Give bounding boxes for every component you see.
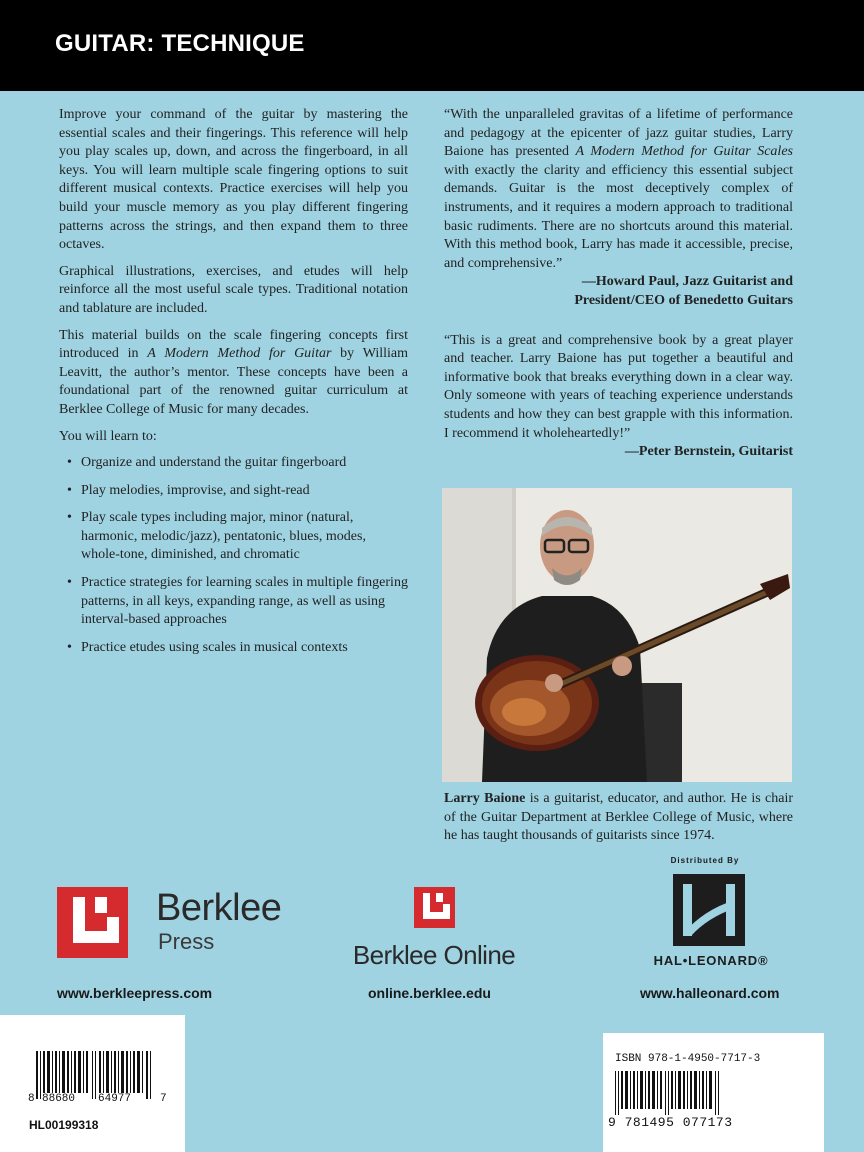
list-item: • Practice etudes using scales in musical contexts: [59, 639, 408, 658]
concepts-paragraph: This material builds on the scale fingering concepts first introduced in A Modern Method for Guitar by William Leavitt, the author’s mentor. These concepts have been a foundational part of the renowned guitar curriculum at Berklee College of Music for many decades.: [59, 327, 409, 417]
berklee-wordmark: Berklee: [156, 887, 282, 929]
upc-digits: 64977: [98, 1093, 132, 1105]
guitarist-illustration: [442, 488, 792, 782]
isbn-digits: 9 781495 077173: [608, 1115, 733, 1130]
description-column: [59, 106, 408, 666]
header-bar: [0, 0, 864, 91]
bullet-icon: •: [67, 482, 72, 498]
hal-leonard-logo-icon: [673, 874, 745, 946]
press-wordmark: Press: [158, 929, 215, 954]
testimonials-column: [444, 106, 793, 462]
attribution-line: President/CEO of Benedetto Guitars: [574, 292, 793, 308]
learn-list: [59, 454, 408, 657]
bullet-icon: •: [67, 639, 72, 655]
list-item: • Play scale types including major, minor (natural, harmonic, melodic/jazz), pentatonic, blues, modes, whole-tone, diminished, and chromatic: [67, 510, 366, 563]
attribution-line: —Peter Bernstein, Guitarist: [624, 444, 793, 460]
bullet-icon: •: [67, 510, 72, 526]
page-title: GUITAR: TECHNIQUE: [55, 30, 305, 57]
illustrations-paragraph: Graphical illustrations, exercises, and etudes will help reinforce all the most useful scale types. Traditional notation and tablature are included.: [59, 263, 408, 316]
attribution-line: —Howard Paul, Jazz Guitarist and: [581, 274, 793, 290]
intro-paragraph: Improve your command of the guitar by mastering the essential scales and their fingerings. This reference will help you play scales up, down, and across the fingerboard, in all keys. You will learn multiple scale fingering options to suit different musical contexts. Practice exercises will help you build your muscle memory as you play different fingering patterns across the strings, and then expand them to three octaves.: [59, 107, 408, 253]
list-item: • Organize and understand the guitar fingerboard: [59, 454, 408, 473]
book-title: A Modern Method for Guitar: [147, 346, 332, 362]
berklee-press-link[interactable]: www.berkleepress.com: [57, 985, 213, 1001]
berklee-online-link[interactable]: online.berklee.edu: [368, 985, 491, 1001]
isbn-barcode: [615, 1071, 721, 1115]
author-name: Larry Baione: [444, 791, 526, 806]
hal-leonard-link[interactable]: www.halleonard.com: [640, 985, 780, 1001]
hal-leonard-item-code: HL00199318: [29, 1118, 99, 1132]
isbn-label: ISBN 978-1-4950-7717-3: [615, 1053, 761, 1065]
list-item: • Play melodies, improvise, and sight-read: [59, 482, 408, 501]
upc-digit: 7: [160, 1093, 167, 1105]
berklee-press-logo-icon: [57, 887, 128, 958]
author-bio: Larry Baione is a guitarist, educator, and author. He is chair of the Guitar Department at Berklee College of Music, where he has taught thousands of guitarists since 1974.: [444, 791, 793, 844]
bullet-icon: •: [67, 575, 72, 591]
upc-digit: 8: [28, 1093, 35, 1105]
list-item: • Practice strategies for learning scales in multiple fingering patterns, in all keys, expanding range, as well as using interval-based approaches: [67, 575, 408, 628]
learn-intro: You will learn to:: [59, 428, 157, 444]
quote-peter-bernstein: “This is a great and comprehensive book by a great player and teacher. Larry Baione has put together a beautiful and informative book that breaks everything down in a clear way. Only someone with years of teaching experience understands students and how they can best grapple with this information. I recommend it wholeheartedly!”: [444, 332, 793, 441]
author-photo: [442, 488, 792, 782]
book-title: A Modern Method for Guitar Scales: [575, 144, 793, 160]
quote-howard-paul: “With the unparalleled gravitas of a lifetime of performance and pedagogy at the epicenter of jazz guitar studies, Larry Baione has presented A Modern Method for Guitar Scales with exactly the clarity and efficiency this essential subject demands. Guitar is the most deceptively complex of instruments, and it requires a modern approach to traditional basic rudiments. There are no shortcuts around this material. With this method book, Larry has made it accessible, precise, and comprehensive.”: [444, 107, 793, 271]
distributed-by-label: Distributed By: [670, 856, 740, 865]
upc-digits: 88680: [42, 1093, 76, 1105]
bullet-icon: •: [67, 455, 72, 471]
upc-barcode: [36, 1051, 156, 1099]
berklee-online-wordmark: Berklee Online: [352, 940, 516, 970]
berklee-online-logo-icon: [414, 887, 455, 928]
hal-leonard-wordmark: HAL•LEONARD®: [653, 953, 769, 968]
